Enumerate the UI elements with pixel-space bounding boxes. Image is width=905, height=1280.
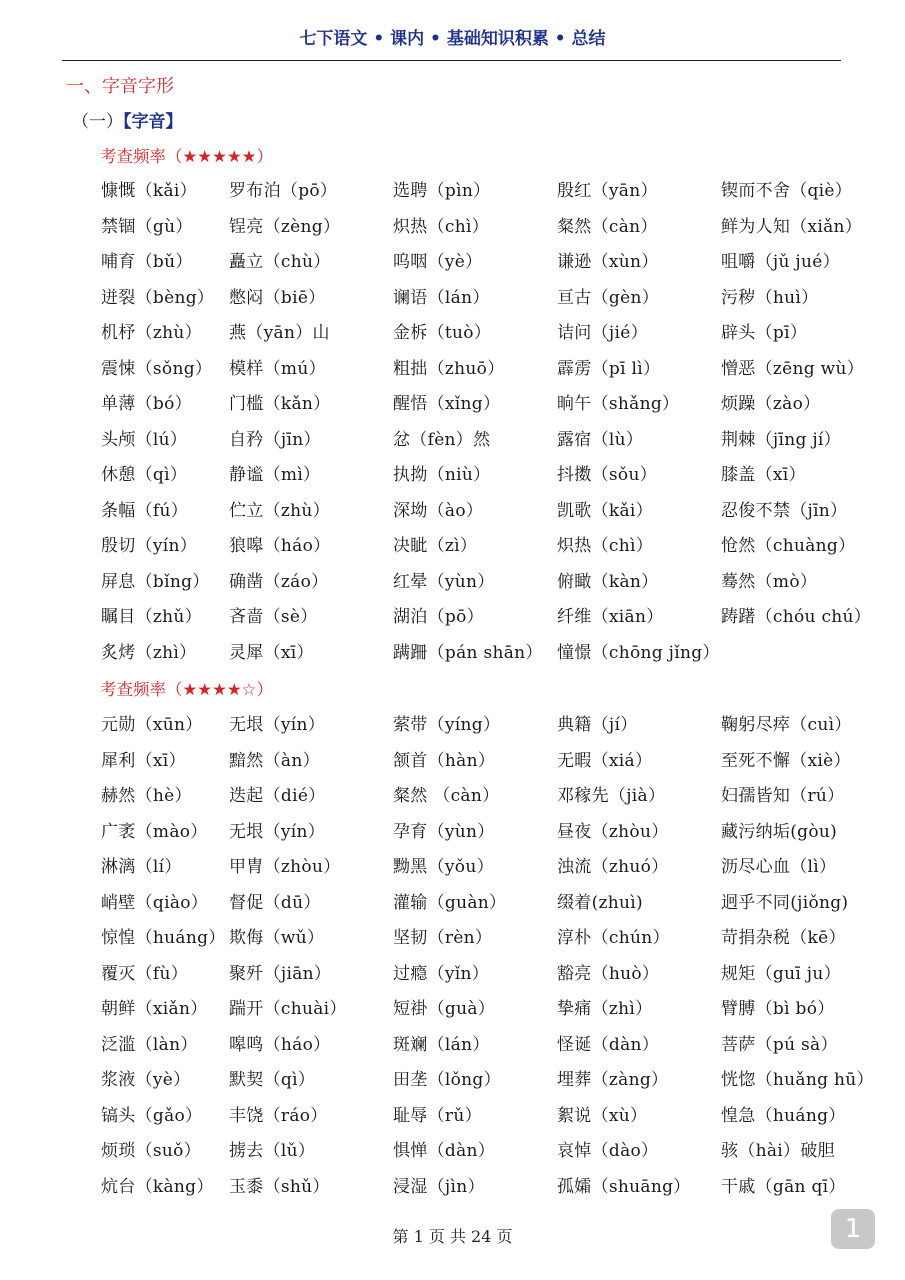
table-row [101,1060,874,1096]
word-entry: 无暇（xiá） [557,750,653,771]
word-entry: 迭起（dié） [229,786,326,807]
table-row [101,1131,861,1167]
word-entry: 燕（yān）山 [229,323,330,344]
word-entry: 膝盖（xī） [721,465,806,486]
word-entry: 休憩（qì） [101,465,188,486]
word-entry: 单薄（bó） [101,394,192,415]
word-entry: 憋闷（biē） [229,287,326,308]
word-entry: 选聘（pìn） [393,181,491,202]
word-entry: 黯然（àn） [229,750,320,771]
word-entry: 浊流（zhuó） [557,857,669,878]
word-entry: 絮说（xù） [557,1105,648,1126]
word-entry: 粲然 （càn） [393,786,500,807]
table-row [101,741,861,777]
page-header-title: 七下语文 • 课内 • 基础知识积累 • 总结 [299,29,606,49]
word-entry: 迸裂（bèng） [101,287,215,308]
word-entry: 咀嚼（jǔ jué） [721,252,840,273]
word-entry: 模样（mú） [229,358,326,379]
word-entry: 昼夜（zhòu） [557,821,669,842]
word-entry: 忿（fèn）然 [393,429,491,450]
word-entry: 浆液（yè） [101,1070,191,1091]
word-entry: 邓稼先（jià） [557,786,666,807]
word-entry: 静谧（mì） [229,465,321,486]
word-entry: 丰饶（ráo） [229,1105,328,1126]
word-entry: 诘问（jié） [557,323,648,344]
word-entry: 蓦然（mò） [721,571,818,592]
word-entry: 霹雳（pī lì） [557,358,661,379]
word-entry: 憧憬（chōng jǐng） [557,642,720,663]
word-entry: 灵犀（xī） [229,642,314,663]
word-entry: 鞠躬尽瘁（cuì） [721,715,852,736]
word-entry: 屏息（bǐng） [101,571,210,592]
table-row [101,491,861,527]
word-entry: 深坳（ào） [393,500,484,521]
table-row [101,705,861,741]
word-entry: 伫立（zhù） [229,500,330,521]
word-entry: 犀利（xī） [101,750,186,771]
word-entry: 萦带（yíng） [393,715,501,736]
word-entry: 粲然（càn） [557,216,658,237]
word-entry: 孕育（yùn） [393,821,495,842]
word-entry: 纤维（xiān） [557,607,664,628]
word-entry: 狼嗥（háo） [229,536,331,557]
page-number-badge: 1 [831,1209,875,1249]
pronunciation-table-5-stars [101,171,872,668]
word-entry: 挚痛（zhì） [557,999,653,1020]
word-entry: 殷切（yín） [101,536,198,557]
word-entry: 迥乎不同(jiǒng) [721,892,849,913]
word-entry: 殷红（yān） [557,181,658,202]
table-row [101,526,861,562]
word-entry: 俯瞰（kàn） [557,571,659,592]
word-entry: 惧惮（dàn） [393,1141,496,1162]
word-entry: 晌午（shǎng） [557,394,680,415]
word-entry: 督促（dū） [229,892,321,913]
word-entry: 亘古（gèn） [557,287,659,308]
frequency-label-5-stars: 考查频率（★★★★★） [100,147,273,166]
word-entry: 震悚（sǒng） [101,358,213,379]
table-row [101,633,861,669]
frequency-label-4-stars: 考查频率（★★★★☆） [100,680,273,699]
word-entry: 矗立（chù） [229,252,331,273]
table-row [101,918,861,954]
word-entry: 湖泊（pō） [393,607,484,628]
word-entry: 抖擞（sǒu） [557,465,658,486]
word-entry: 菩萨（pú sà） [721,1034,838,1055]
word-entry: 机杼（zhù） [101,323,202,344]
word-entry: 露宿（lù） [557,429,644,450]
word-entry: 干戚（gān qī） [721,1176,846,1197]
word-entry: 元勋（xūn） [101,715,203,736]
word-entry: 耻辱（rǔ） [393,1105,482,1126]
word-entry: 确凿（záo） [229,571,329,592]
word-entry: 苛捐杂税（kē） [721,928,846,949]
table-row [101,989,861,1025]
word-entry: 忍俊不禁（jīn） [721,500,848,521]
word-entry: 罗布泊（pō） [229,181,338,202]
word-entry: 憎恶（zēng wù） [721,358,865,379]
word-entry: 踌躇（chóu chú） [721,607,872,628]
table-row [101,562,861,598]
word-entry: 缀着(zhuì) [557,892,643,913]
table-row [101,349,865,385]
table-row [101,883,861,919]
word-entry: 灌输（guàn） [393,892,507,913]
table-row [101,847,861,883]
table-row [101,812,861,848]
pronunciation-table-4-stars [101,705,874,1202]
word-entry: 颔首（hàn） [393,750,496,771]
word-entry: 吝啬（sè） [229,607,318,628]
table-row [101,313,861,349]
word-entry: 哺育（bǔ） [101,252,193,273]
table-row [101,384,861,420]
word-entry: 无垠（yín） [229,715,326,736]
section-title: 一、字音字形 [66,76,174,97]
word-entry: 锃亮（zèng） [229,216,341,237]
table-row [101,171,861,207]
word-entry: 沥尽心血（lì） [721,857,837,878]
word-entry: 典籍（jí） [557,715,638,736]
table-row [101,207,861,243]
word-entry: 掳去（lǔ） [229,1141,316,1162]
word-entry: 瞩目（zhǔ） [101,607,202,628]
table-row [101,455,861,491]
word-entry: 炽热（chì） [393,216,490,237]
word-entry: 豁亮（huò） [557,963,660,984]
word-entry: 骇（hài）破胆 [721,1141,835,1162]
word-entry: 恍惚（huǎng hū） [721,1070,874,1091]
subsection-number: （一） [72,112,123,132]
word-entry: 辟头（pī） [721,323,808,344]
word-entry: 惊惶（huáng） [101,928,226,949]
word-entry: 坚韧（rèn） [393,928,493,949]
word-entry: 锲而不舍（qiè） [721,181,853,202]
word-entry: 淋漓（lí） [101,857,182,878]
word-entry: 怪诞（dàn） [557,1034,660,1055]
word-entry: 鲜为人知（xiǎn） [721,216,863,237]
word-entry: 藏污纳垢(gòu) [721,821,838,842]
word-entry: 埋葬（zàng） [557,1070,669,1091]
word-entry: 慷慨（kǎi） [101,181,197,202]
word-entry: 嗥鸣（háo） [229,1034,331,1055]
word-entry: 淳朴（chún） [557,928,670,949]
word-entry: 孤孀（shuāng） [557,1176,691,1197]
word-entry: 哀悼（dào） [557,1141,659,1162]
subsection-name: 【字音】 [123,112,183,132]
table-row [101,776,861,812]
word-entry: 规矩（guī ju） [721,963,841,984]
word-entry: 执拗（niù） [393,465,491,486]
word-entry: 短褂（guà） [393,999,496,1020]
word-entry: 臂膊（bì bó） [721,999,835,1020]
word-entry: 广袤（mào） [101,821,208,842]
word-entry: 自矜（jīn） [229,429,321,450]
word-entry: 谦逊（xùn） [557,252,659,273]
word-entry: 峭壁（qiào） [101,892,209,913]
word-entry: 赫然（hè） [101,786,192,807]
word-entry: 黝黑（yǒu） [393,857,494,878]
word-entry: 朝鲜（xiǎn） [101,999,208,1020]
word-entry: 炙烤（zhì） [101,642,197,663]
word-entry: 头颅（lú） [101,429,188,450]
word-entry: 至死不懈（xiè） [721,750,851,771]
word-entry: 田垄（lǒng） [393,1070,501,1091]
subsection-heading [72,107,183,132]
word-entry: 妇孺皆知（rú） [721,786,845,807]
word-entry: 踹开（chuài） [229,999,347,1020]
word-entry: 聚歼（jiān） [229,963,332,984]
table-row [101,420,861,456]
word-entry: 欺侮（wǔ） [229,928,325,949]
word-entry: 粗拙（zhuō） [393,358,505,379]
word-entry: 惶急（huáng） [721,1105,846,1126]
page-footer: 第 1 页 共 24 页 [392,1227,513,1246]
word-entry: 浸湿（jìn） [393,1176,485,1197]
word-entry: 决眦（zì） [393,536,478,557]
word-entry: 泛滥（làn） [101,1034,198,1055]
word-entry: 荆棘（jīng jí） [721,429,841,450]
table-row [101,954,861,990]
word-entry: 烦琐（suǒ） [101,1141,202,1162]
word-entry: 醒悟（xǐng） [393,394,501,415]
word-entry: 蹒跚（pán shān） [393,642,543,663]
word-entry: 镐头（gǎo） [101,1105,203,1126]
word-entry: 烦躁（zào） [721,394,821,415]
word-entry: 默契（qì） [229,1070,316,1091]
table-row [101,242,861,278]
word-entry: 无垠（yín） [229,821,326,842]
word-entry: 呜咽（yè） [393,252,483,273]
table-row [101,1096,861,1132]
word-entry: 怆然（chuàng） [721,536,856,557]
word-entry: 红晕（yùn） [393,571,495,592]
table-row [101,1025,861,1061]
word-entry: 条幅（fú） [101,500,189,521]
table-row [101,597,872,633]
word-entry: 禁锢（gù） [101,216,193,237]
word-entry: 炽热（chì） [557,536,654,557]
word-entry: 甲胄（zhòu） [229,857,341,878]
word-entry: 谰语（lán） [393,287,490,308]
word-entry: 门槛（kǎn） [229,394,331,415]
word-entry: 玉黍（shǔ） [229,1176,330,1197]
header-divider [62,60,841,61]
word-entry: 斑斓（lán） [393,1034,490,1055]
word-entry: 金柝（tuò） [393,323,492,344]
table-row [101,1167,861,1203]
table-row [101,278,861,314]
word-entry: 炕台（kàng） [101,1176,214,1197]
word-entry: 过瘾（yǐn） [393,963,490,984]
word-entry: 覆灭（fù） [101,963,189,984]
word-entry: 污秽（huì） [721,287,819,308]
word-entry: 凯歌（kǎi） [557,500,653,521]
